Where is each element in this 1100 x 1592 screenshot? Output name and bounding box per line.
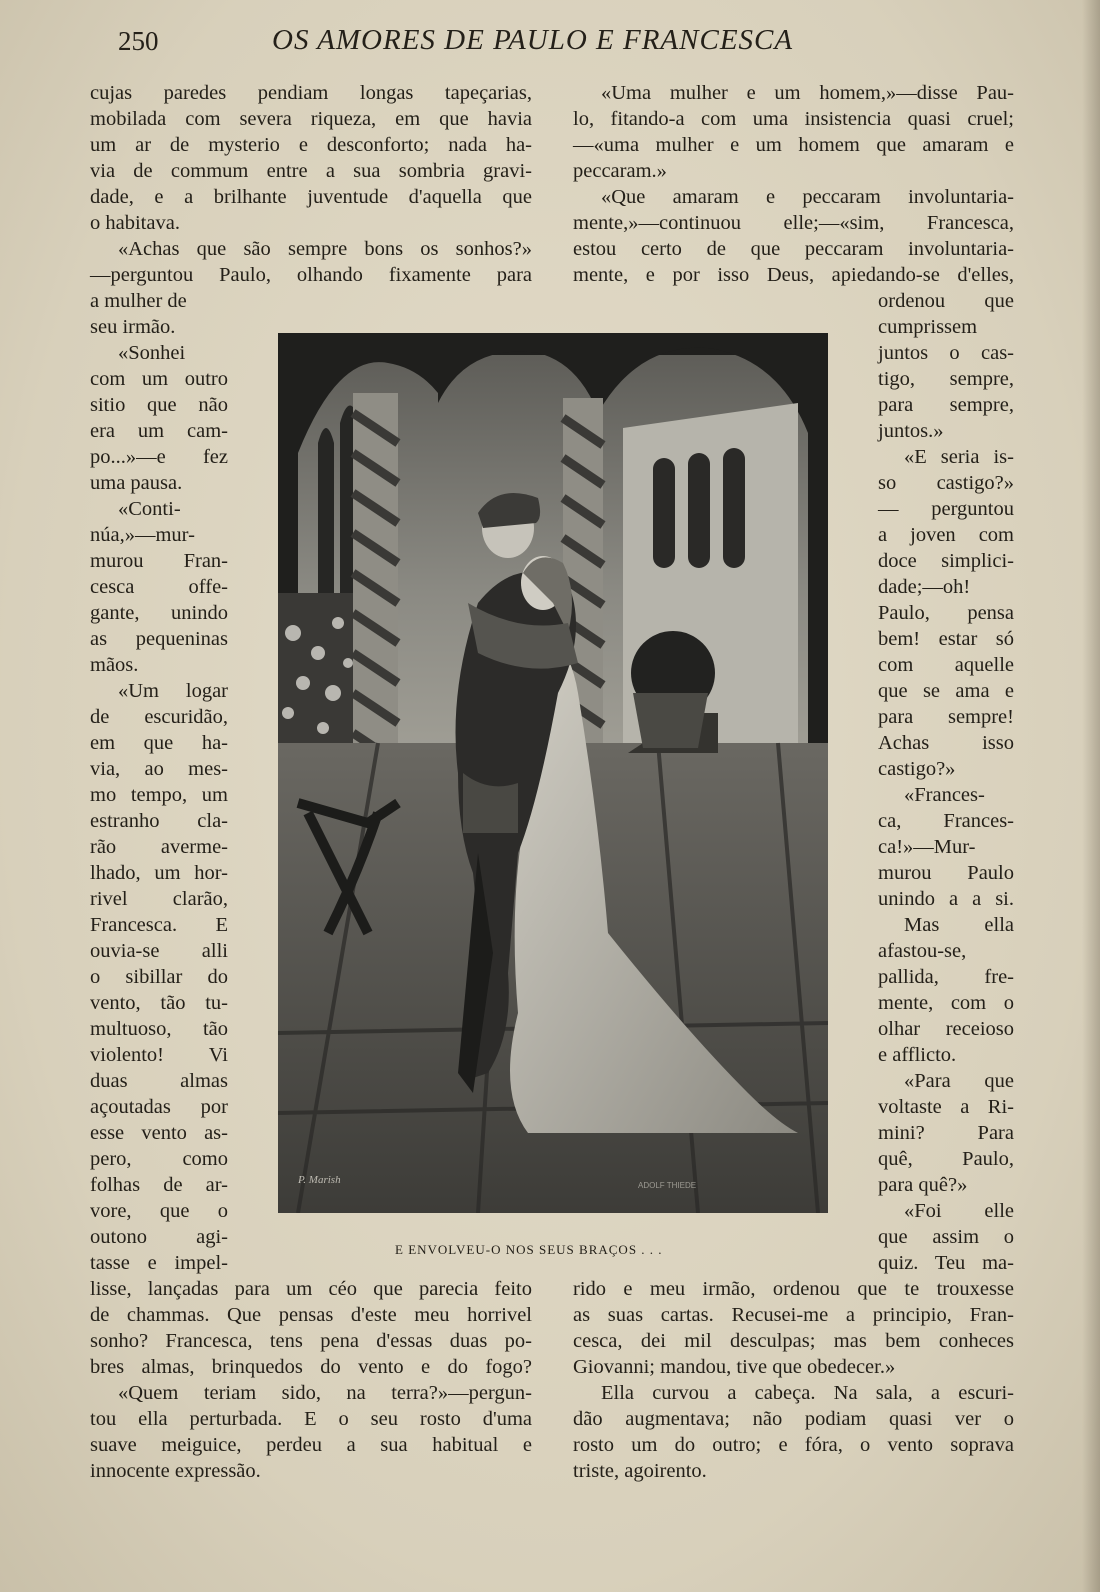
text-line: com aquelle — [878, 654, 1014, 676]
text-line: «Que amaram e peccaram involuntaria- — [601, 186, 1014, 208]
text-line: lhado, um hor- — [90, 862, 228, 884]
text-line: que se ama e — [878, 680, 1014, 702]
text-line: era um cam- — [90, 420, 228, 442]
text-line: ouvia-se alli — [90, 940, 228, 962]
text-line: quiz. Teu ma- — [878, 1252, 1014, 1274]
text-line: pero, como — [90, 1148, 228, 1170]
text-line: duas almas — [90, 1070, 228, 1092]
text-line: pallida, fre- — [878, 966, 1014, 988]
text-line: mãos. — [90, 654, 139, 676]
text-line: — perguntou — [878, 498, 1014, 520]
text-line: dade, e a brilhante juventude d'aquella que — [90, 186, 532, 208]
text-line: suave meiguice, perdeu a sua habitual e — [90, 1434, 532, 1456]
text-line: seu irmão. — [90, 316, 176, 338]
text-line: triste, agoirento. — [573, 1460, 707, 1482]
text-line: uma pausa. — [90, 472, 183, 494]
text-line: o habitava. — [90, 212, 180, 234]
text-line: esse vento as- — [90, 1122, 228, 1144]
text-line: açoutadas por — [90, 1096, 228, 1118]
text-line: rão averme- — [90, 836, 228, 858]
text-line: estranho cla- — [90, 810, 228, 832]
text-line: cesca offe- — [90, 576, 228, 598]
text-line: mobilada com severa riqueza, em que havia — [90, 108, 532, 130]
text-line: via, ao mes- — [90, 758, 228, 780]
illustration-signature-left: P. Marish — [298, 1174, 341, 1186]
text-line: bres almas, brinquedos do vento e do fogo? — [90, 1356, 532, 1378]
text-line: «Foi elle — [904, 1200, 1014, 1222]
text-line: ordenou que — [878, 290, 1014, 312]
text-line: juntos o cas- — [878, 342, 1014, 364]
text-line: «Quem teriam sido, na terra?»—pergun- — [118, 1382, 532, 1404]
text-line: vento, tão tu- — [90, 992, 228, 1014]
text-line: a mulher de — [90, 290, 187, 312]
text-line: castigo?» — [878, 758, 956, 780]
text-line: «Conti- — [118, 498, 181, 520]
text-line: a joven com — [878, 524, 1014, 546]
text-line: voltaste a Ri- — [878, 1096, 1014, 1118]
text-line: innocente expressão. — [90, 1460, 261, 1482]
text-line: de escuridão, — [90, 706, 228, 728]
text-line: bem! estar só — [878, 628, 1014, 650]
text-line: Achas isso — [878, 732, 1014, 754]
page-number: 250 — [118, 26, 159, 56]
text-line: Paulo, pensa — [878, 602, 1014, 624]
running-title: OS AMORES DE PAULO E FRANCESCA — [272, 24, 794, 56]
text-line: rivel clarão, — [90, 888, 228, 910]
text-line: «Uma mulher e um homem,»—disse Pau- — [601, 82, 1014, 104]
text-line: para sempre! — [878, 706, 1014, 728]
text-line: «Para que — [904, 1070, 1014, 1092]
text-line: rido e meu irmão, ordenou que te trouxesse — [573, 1278, 1014, 1300]
text-line: Francesca. E — [90, 914, 228, 936]
text-line: doce simplici- — [878, 550, 1014, 572]
text-line: «Frances- — [904, 784, 985, 806]
page-header — [0, 22, 1100, 62]
text-line: quê, Paulo, — [878, 1148, 1014, 1170]
text-line: para sempre, — [878, 394, 1014, 416]
text-line: «Um logar — [118, 680, 228, 702]
text-line: um ar de mysterio e desconforto; nada ha- — [90, 134, 532, 156]
text-line: vore, que o — [90, 1200, 228, 1222]
text-line: sitio que não — [90, 394, 228, 416]
text-line: cujas paredes pendiam longas tapeçarias, — [90, 82, 532, 104]
text-line: as pequeninas — [90, 628, 228, 650]
text-line: juntos.» — [878, 420, 944, 442]
text-line: dade;—oh! — [878, 576, 971, 598]
text-line: lo, fitando-a com uma insistencia quasi cruel; — [573, 108, 1014, 130]
text-line: olhar receioso — [878, 1018, 1014, 1040]
text-line: tigo, sempre, — [878, 368, 1014, 390]
text-line: lisse, lançadas para um céo que parecia feito — [90, 1278, 532, 1300]
text-line: so castigo?» — [878, 472, 1014, 494]
text-line: mente, com o — [878, 992, 1014, 1014]
text-line: rosto um do outro; e fóra, o vento soprava — [573, 1434, 1014, 1456]
text-line: mini? Para — [878, 1122, 1014, 1144]
text-line: «Achas que são sempre bons os sonhos?» — [118, 238, 532, 260]
page-edge-shadow — [1082, 0, 1100, 1592]
text-line: «E seria is- — [904, 446, 1014, 468]
text-line: Ella curvou a cabeça. Na sala, a escuri- — [601, 1382, 1014, 1404]
text-line: dão augmentava; não podiam quasi ver o — [573, 1408, 1014, 1430]
text-line: e afflicto. — [878, 1044, 957, 1066]
text-line: as suas cartas. Recusei-me a principio, Fran- — [573, 1304, 1014, 1326]
text-line: mente,»—continuou elle;—«sim, Francesca, — [573, 212, 1014, 234]
text-line: que assim o — [878, 1226, 1014, 1248]
illustration-signature-right: ADOLF THIEDE — [638, 1181, 697, 1190]
text-line: Mas ella — [904, 914, 1014, 936]
text-line: afastou-se, — [878, 940, 967, 962]
text-line: de chammas. Que pensas d'este meu horrivel — [90, 1304, 532, 1326]
text-line: unindo a a si. — [878, 888, 1014, 910]
text-line: murou Paulo — [878, 862, 1014, 884]
text-line: violento! Vi — [90, 1044, 228, 1066]
text-line: mo tempo, um — [90, 784, 228, 806]
illustration-embrace — [278, 333, 828, 1213]
text-line: «Sonhei — [118, 342, 186, 364]
text-line: núa,»—mur- — [90, 524, 195, 546]
text-line: multuoso, tão — [90, 1018, 228, 1040]
text-line: tasse e impel- — [90, 1252, 228, 1274]
text-line: outono agi- — [90, 1226, 228, 1248]
text-line: gante, unindo — [90, 602, 228, 624]
text-line: —perguntou Paulo, olhando fixamente para — [90, 264, 532, 286]
text-line: estou certo de que peccaram involuntaria- — [573, 238, 1014, 260]
text-line: folhas de ar- — [90, 1174, 228, 1196]
text-line: —«uma mulher e um homem que amaram e — [573, 134, 1014, 156]
text-line: com um outro — [90, 368, 228, 390]
text-line: po...»—e fez — [90, 446, 228, 468]
text-line: ca!»—Mur- — [878, 836, 976, 858]
text-line: cumprissem — [878, 316, 978, 338]
illustration-caption: E ENVOLVEU-O NOS SEUS BRAÇOS . . . — [395, 1242, 663, 1257]
text-line: sonho? Francesca, tens pena d'essas duas po- — [90, 1330, 532, 1352]
text-line: via de commum entre a sua sombria gravi- — [90, 160, 532, 182]
text-line: ca, Frances- — [878, 810, 1014, 832]
text-line: cesca, dei mil desculpas; mas bem conheces — [573, 1330, 1014, 1352]
text-line: mente, e por isso Deus, apiedando-se d'elles, — [573, 264, 1014, 286]
text-line: peccaram.» — [573, 160, 667, 182]
text-line: em que ha- — [90, 732, 228, 754]
text-line: o sibillar do — [90, 966, 228, 988]
text-line: Giovanni; mandou, tive que obedecer.» — [573, 1356, 896, 1378]
text-line: murou Fran- — [90, 550, 228, 572]
text-line: tou ella perturbada. E o seu rosto d'uma — [90, 1408, 532, 1430]
text-line: para quê?» — [878, 1174, 968, 1196]
